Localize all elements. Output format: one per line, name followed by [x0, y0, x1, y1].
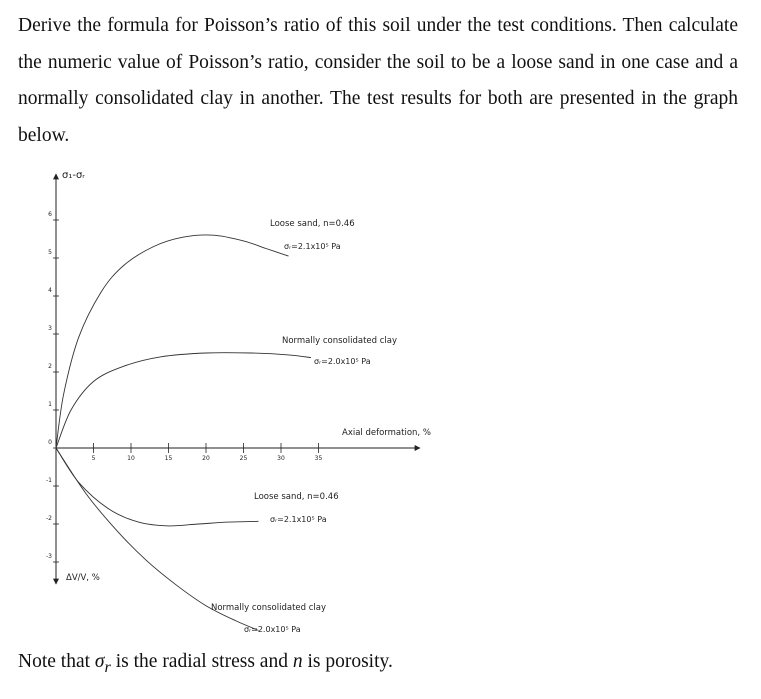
y-tick-label: 1	[48, 401, 52, 408]
y-tick-label: 2	[48, 363, 52, 370]
curve-series-2	[56, 353, 311, 448]
y-axis-top-label: σ₁-σᵣ	[62, 170, 85, 181]
x-tick-label: 20	[202, 455, 210, 462]
series-4-label: Normally consolidated clay	[211, 603, 326, 613]
y-tick-label: 3	[48, 325, 52, 332]
question-paragraph: Derive the formula for Poisson’s ratio of this soil under the test conditions. Then calculate the numeric value of Poisson’s ratio, consider the soil to be a loose sand in one case and a normally consolidated clay in another. The test results for both are presented in the graph below.	[18, 15, 738, 146]
curve-series-1	[56, 235, 289, 448]
y-tick-label: 5	[48, 249, 52, 256]
x-axis-label: Axial deformation, %	[342, 428, 431, 438]
curves	[56, 235, 311, 630]
y-tick-label: 6	[48, 211, 52, 218]
series-1-label: Loose sand, n=0.46	[270, 219, 355, 229]
series-2-label: Normally consolidated clay	[282, 336, 397, 346]
series-3-sub: σᵣ=2.1x10⁵ Pa	[270, 515, 327, 524]
x-tick-label: 25	[239, 455, 248, 462]
x-ticks	[92, 443, 323, 462]
series-3-label: Loose sand, n=0.46	[254, 492, 339, 502]
note-text: Note that $\sigma_r$ is the radial stress and n is porosity.	[18, 651, 393, 676]
y-axis-bottom-label: ΔV/V, %	[66, 573, 100, 583]
x-tick-label: 35	[314, 455, 323, 462]
y-tick-label: -2	[46, 515, 52, 522]
x-tick-label: 30	[277, 455, 285, 462]
y-tick-label: 0	[48, 439, 52, 446]
x-tick-label: 5	[91, 455, 96, 462]
x-tick-label: 10	[127, 455, 135, 462]
curve-series-3	[56, 448, 259, 526]
y-tick-label: -3	[46, 553, 52, 560]
y-ticks	[46, 211, 59, 562]
x-tick-label: 15	[164, 455, 173, 462]
y-tick-label: -1	[46, 477, 52, 484]
series-1-sub: σᵣ=2.1x10⁵ Pa	[284, 242, 341, 251]
series-4-sub: σᵣ=2.0x10⁵ Pa	[244, 625, 301, 634]
series-2-sub: σᵣ=2.0x10⁵ Pa	[314, 357, 371, 366]
y-tick-label: 4	[48, 287, 52, 294]
